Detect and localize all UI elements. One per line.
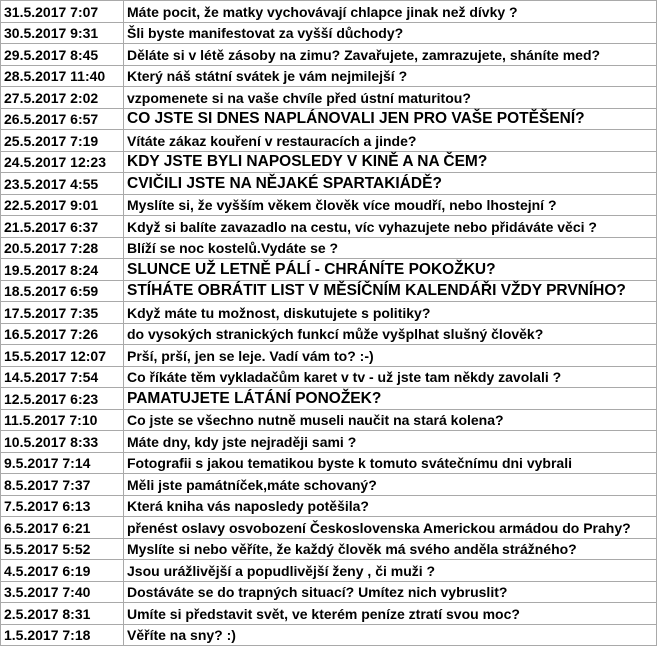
date-cell[interactable]: 18.5.2017 6:59 (1, 280, 124, 302)
date-cell[interactable]: 29.5.2017 8:45 (1, 44, 124, 66)
date-cell[interactable]: 9.5.2017 7:14 (1, 452, 124, 474)
table-row (1, 87, 657, 109)
question-cell[interactable]: Když máte tu možnost, diskutujete s politiky? (124, 302, 657, 324)
date-cell[interactable]: 27.5.2017 2:02 (1, 87, 124, 109)
date-cell[interactable]: 11.5.2017 7:10 (1, 409, 124, 431)
table-row (1, 280, 657, 302)
question-cell[interactable]: Věříte na sny? :) (124, 624, 657, 646)
question-cell[interactable]: Když si balíte zavazadlo na cestu, víc vyhazujete nebo přidáváte věci ? (124, 216, 657, 238)
table-row (1, 173, 657, 195)
table-row (1, 151, 657, 173)
date-cell[interactable]: 21.5.2017 6:37 (1, 216, 124, 238)
table-row (1, 194, 657, 216)
question-cell[interactable]: Vítáte zákaz kouření v restauracích a jinde? (124, 130, 657, 152)
table-row (1, 474, 657, 496)
question-cell[interactable]: přenést oslavy osvobození Československa Americkou armádou do Prahy? (124, 517, 657, 539)
date-cell[interactable]: 24.5.2017 12:23 (1, 151, 124, 173)
table-row (1, 1, 657, 23)
question-cell[interactable]: Myslíte si, že vyšším věkem člověk více moudří, nebo lhostejní ? (124, 194, 657, 216)
date-cell[interactable]: 16.5.2017 7:26 (1, 323, 124, 345)
question-cell[interactable]: Jsou urážlivější a popudlivější ženy , či muži ? (124, 560, 657, 582)
table-row (1, 560, 657, 582)
table-row (1, 323, 657, 345)
question-cell[interactable]: Umíte si představit svět, ve kterém peníze ztratí svou moc? (124, 603, 657, 625)
question-cell[interactable]: Co jste se všechno nutně museli naučit na stará kolena? (124, 409, 657, 431)
table-row (1, 65, 657, 87)
date-cell[interactable]: 17.5.2017 7:35 (1, 302, 124, 324)
question-cell[interactable]: Prší, prší, jen se leje. Vadí vám to? :-) (124, 345, 657, 367)
question-cell[interactable]: Fotografii s jakou tematikou byste k tomuto svátečnímu dni vybrali (124, 452, 657, 474)
date-cell[interactable]: 20.5.2017 7:28 (1, 237, 124, 259)
date-cell[interactable]: 6.5.2017 6:21 (1, 517, 124, 539)
table-row (1, 130, 657, 152)
date-cell[interactable]: 1.5.2017 7:18 (1, 624, 124, 646)
date-cell[interactable]: 8.5.2017 7:37 (1, 474, 124, 496)
date-cell[interactable]: 14.5.2017 7:54 (1, 366, 124, 388)
question-cell[interactable]: Děláte si v létě zásoby na zimu? Zavařujete, zamrazujete, sháníte med? (124, 44, 657, 66)
date-cell[interactable]: 31.5.2017 7:07 (1, 1, 124, 23)
date-cell[interactable]: 12.5.2017 6:23 (1, 388, 124, 410)
date-cell[interactable]: 10.5.2017 8:33 (1, 431, 124, 453)
date-cell[interactable]: 5.5.2017 5:52 (1, 538, 124, 560)
question-cell[interactable]: Který náš státní svátek je vám nejmilejší ? (124, 65, 657, 87)
date-cell[interactable]: 26.5.2017 6:57 (1, 108, 124, 130)
date-cell[interactable]: 23.5.2017 4:55 (1, 173, 124, 195)
question-cell[interactable]: vzpomenete si na vaše chvíle před ústní maturitou? (124, 87, 657, 109)
question-cell[interactable]: Blíží se noc kostelů.Vydáte se ? (124, 237, 657, 259)
date-cell[interactable]: 19.5.2017 8:24 (1, 259, 124, 281)
question-cell[interactable]: KDY JSTE BYLI NAPOSLEDY V KINĚ A NA ČEM? (124, 151, 657, 173)
question-cell[interactable]: do vysokých stranických funkcí může vyšplhat slušný člověk? (124, 323, 657, 345)
question-cell[interactable]: CVIČILI JSTE NA NĚJAKÉ SPARTAKIÁDĚ? (124, 173, 657, 195)
table-row (1, 603, 657, 625)
table-row (1, 216, 657, 238)
date-cell[interactable]: 7.5.2017 6:13 (1, 495, 124, 517)
table-row (1, 345, 657, 367)
date-cell[interactable]: 2.5.2017 8:31 (1, 603, 124, 625)
table-row (1, 581, 657, 603)
table-body (1, 1, 657, 646)
question-cell[interactable]: Myslíte si nebo věříte, že každý člověk má svého anděla strážného? (124, 538, 657, 560)
question-cell[interactable]: Máte dny, kdy jste nejraději sami ? (124, 431, 657, 453)
date-cell[interactable]: 4.5.2017 6:19 (1, 560, 124, 582)
table-row (1, 22, 657, 44)
question-cell[interactable]: Dostáváte se do trapných situací? Umítez nich vybruslit? (124, 581, 657, 603)
question-cell[interactable]: Měli jste památníček,máte schovaný? (124, 474, 657, 496)
table-row (1, 624, 657, 646)
table-row (1, 366, 657, 388)
table-row (1, 452, 657, 474)
table-row (1, 259, 657, 281)
date-cell[interactable]: 28.5.2017 11:40 (1, 65, 124, 87)
date-cell[interactable]: 22.5.2017 9:01 (1, 194, 124, 216)
question-cell[interactable]: Která kniha vás naposledy potěšila? (124, 495, 657, 517)
table-row (1, 44, 657, 66)
date-cell[interactable]: 15.5.2017 12:07 (1, 345, 124, 367)
question-cell[interactable]: Máte pocit, že matky vychovávají chlapce jinak než dívky ? (124, 1, 657, 23)
question-cell[interactable]: Co říkáte těm vykladačům karet v tv - už jste tam někdy zavolali ? (124, 366, 657, 388)
question-cell[interactable]: Šli byste manifestovat za vyšší důchody? (124, 22, 657, 44)
date-cell[interactable]: 3.5.2017 7:40 (1, 581, 124, 603)
date-cell[interactable]: 30.5.2017 9:31 (1, 22, 124, 44)
date-cell[interactable]: 25.5.2017 7:19 (1, 130, 124, 152)
table-row (1, 237, 657, 259)
table-row (1, 409, 657, 431)
table-row (1, 431, 657, 453)
table-row (1, 302, 657, 324)
question-cell[interactable]: SLUNCE UŽ LETNĚ PÁLÍ - CHRÁNÍTE POKOŽKU? (124, 259, 657, 281)
table-row (1, 538, 657, 560)
table-row (1, 495, 657, 517)
question-cell[interactable]: PAMATUJETE LÁTÁNÍ PONOŽEK? (124, 388, 657, 410)
table-row (1, 108, 657, 130)
table-row (1, 388, 657, 410)
table-row (1, 517, 657, 539)
question-cell[interactable]: STÍHÁTE OBRÁTIT LIST V MĚSÍČNÍM KALENDÁŘI VŽDY PRVNÍHO? (124, 280, 657, 302)
question-cell[interactable]: CO JSTE SI DNES NAPLÁNOVALI JEN PRO VAŠE POTĚŠENÍ? (124, 108, 657, 130)
